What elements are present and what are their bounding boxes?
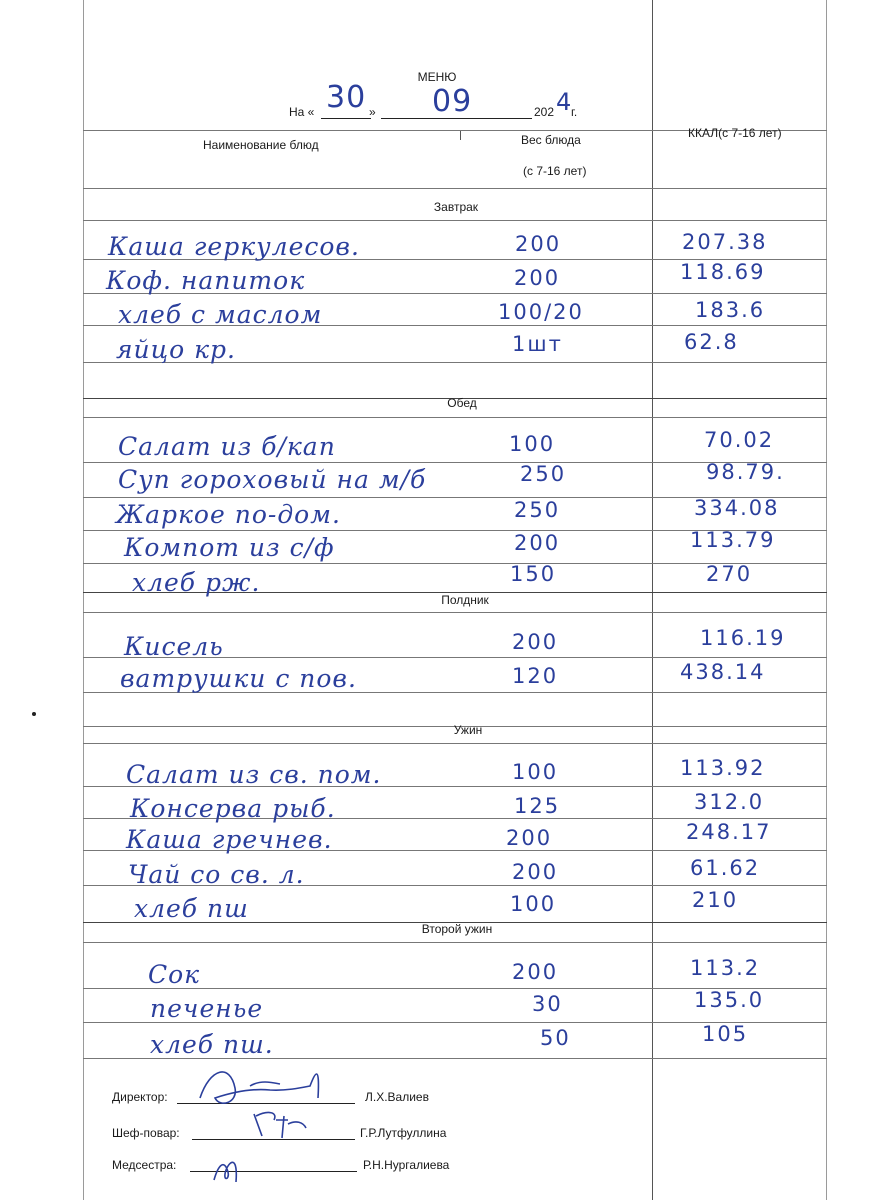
lunch-weight-4: 200 xyxy=(514,531,561,555)
second-dinner-dish-3: хлеб пш. xyxy=(150,1030,274,1059)
breakfast-weight-4: 1шт xyxy=(512,332,563,356)
lunch-kcal-3: 334.08 xyxy=(694,496,780,520)
right-border xyxy=(826,0,827,1200)
section-title-lunch: Обед xyxy=(447,396,477,410)
chef-signature xyxy=(248,1106,318,1146)
second-dinner-kcal-2: 135.0 xyxy=(694,988,765,1012)
snack-weight-2: 120 xyxy=(512,664,559,688)
second-dinner-weight-3: 50 xyxy=(540,1026,571,1050)
lunch-kcal-5: 270 xyxy=(706,562,753,586)
breakfast-dish-4: яйцо кр. xyxy=(116,335,236,364)
dinner-dish-1: Салат из св. пом. xyxy=(126,760,382,789)
dinner-kcal-4: 61.62 xyxy=(690,856,761,880)
dinner-dish-2: Консерва рыб. xyxy=(130,794,336,823)
lunch-weight-3: 250 xyxy=(514,498,561,522)
col-divider-2 xyxy=(652,0,653,1200)
dinner-kcal-3: 248.17 xyxy=(686,820,772,844)
section-title-breakfast: Завтрак xyxy=(433,200,479,214)
date-day: 30 xyxy=(326,80,367,115)
section-title-second-dinner: Второй ужин xyxy=(421,922,493,936)
lunch-dish-2: Суп гороховый на м/б xyxy=(118,465,427,494)
breakfast-weight-3: 100/20 xyxy=(498,300,584,324)
breakfast-kcal-4: 62.8 xyxy=(684,330,739,354)
breakfast-dish-2: Коф. напиток xyxy=(106,266,306,295)
lunch-weight-2: 250 xyxy=(520,462,567,486)
lunch-weight-1: 100 xyxy=(509,432,556,456)
snack-kcal-2: 438.14 xyxy=(680,660,766,684)
snack-dish-2: ватрушки с пов. xyxy=(120,664,357,693)
header-bottom-line xyxy=(83,188,827,189)
dinner-kcal-2: 312.0 xyxy=(694,790,765,814)
day-line xyxy=(321,118,371,119)
col-divider-1 xyxy=(460,130,461,140)
snack-kcal-1: 116.19 xyxy=(700,626,786,650)
year-suffix: г. xyxy=(571,105,578,119)
lunch-kcal-4: 113.79 xyxy=(690,528,776,552)
nurse-label: Медсестра: xyxy=(112,1158,177,1172)
dinner-weight-1: 100 xyxy=(512,760,559,784)
col-header-weight-age: (с 7-16 лет) xyxy=(523,164,587,178)
date-month: 09 xyxy=(432,84,473,119)
breakfast-kcal-2: 118.69 xyxy=(680,260,766,284)
dinner-weight-5: 100 xyxy=(510,892,557,916)
director-name: Л.Х.Валиев xyxy=(365,1090,429,1104)
breakfast-weight-1: 200 xyxy=(515,232,562,256)
lunch-dish-4: Компот из с/ф xyxy=(124,533,335,562)
lunch-kcal-1: 70.02 xyxy=(704,428,775,452)
breakfast-kcal-1: 207.38 xyxy=(682,230,768,254)
second-dinner-kcal-1: 113.2 xyxy=(690,956,761,980)
lunch-dish-5: хлеб рж. xyxy=(132,568,261,597)
second-dinner-dish-1: Сок xyxy=(148,960,201,989)
second-dinner-weight-2: 30 xyxy=(532,992,563,1016)
second-dinner-dish-2: печенье xyxy=(150,994,264,1023)
menu-title: МЕНЮ xyxy=(417,70,457,84)
breakfast-weight-2: 200 xyxy=(514,266,561,290)
margin-dot xyxy=(32,712,36,716)
second-dinner-kcal-3: 105 xyxy=(702,1022,749,1046)
year-digit: 4 xyxy=(556,88,573,116)
lunch-kcal-2: 98.79. xyxy=(706,460,785,484)
col-header-weight: Вес блюда xyxy=(521,133,581,147)
chef-name: Г.Р.Лутфуллина xyxy=(360,1126,447,1140)
chef-label: Шеф-повар: xyxy=(112,1126,180,1140)
dinner-weight-4: 200 xyxy=(512,860,559,884)
section-title-snack: Полдник xyxy=(441,593,489,607)
nurse-signature xyxy=(208,1146,248,1186)
dinner-dish-4: Чай со св. л. xyxy=(128,860,305,889)
director-label: Директор: xyxy=(112,1090,168,1104)
col-header-name: Наименование блюд xyxy=(203,138,319,152)
dinner-dish-5: хлеб пш xyxy=(134,894,249,923)
lunch-weight-5: 150 xyxy=(510,562,557,586)
left-border xyxy=(83,0,84,1200)
date-prefix: На « xyxy=(289,105,315,119)
breakfast-dish-1: Каша геркулесов. xyxy=(108,232,360,261)
breakfast-dish-3: хлеб с маслом xyxy=(118,300,323,329)
col-header-kcal: ККАЛ(с 7-16 лет) xyxy=(688,126,782,140)
section-line xyxy=(83,220,827,221)
year-prefix: 202 xyxy=(534,105,555,119)
dinner-weight-3: 200 xyxy=(506,826,553,850)
lunch-dish-1: Салат из б/кап xyxy=(118,432,336,461)
nurse-name: Р.Н.Нургалиева xyxy=(363,1158,450,1172)
breakfast-kcal-3: 183.6 xyxy=(695,298,766,322)
dinner-kcal-5: 210 xyxy=(692,888,739,912)
snack-dish-1: Кисель xyxy=(124,632,224,661)
dinner-dish-3: Каша гречнев. xyxy=(126,825,333,854)
snack-weight-1: 200 xyxy=(512,630,559,654)
second-dinner-weight-1: 200 xyxy=(512,960,559,984)
dinner-kcal-1: 113.92 xyxy=(680,756,766,780)
lunch-dish-3: Жаркое по-дом. xyxy=(116,500,341,529)
dinner-weight-2: 125 xyxy=(514,794,561,818)
date-mid: » xyxy=(369,105,376,119)
section-title-dinner: Ужин xyxy=(453,723,483,737)
